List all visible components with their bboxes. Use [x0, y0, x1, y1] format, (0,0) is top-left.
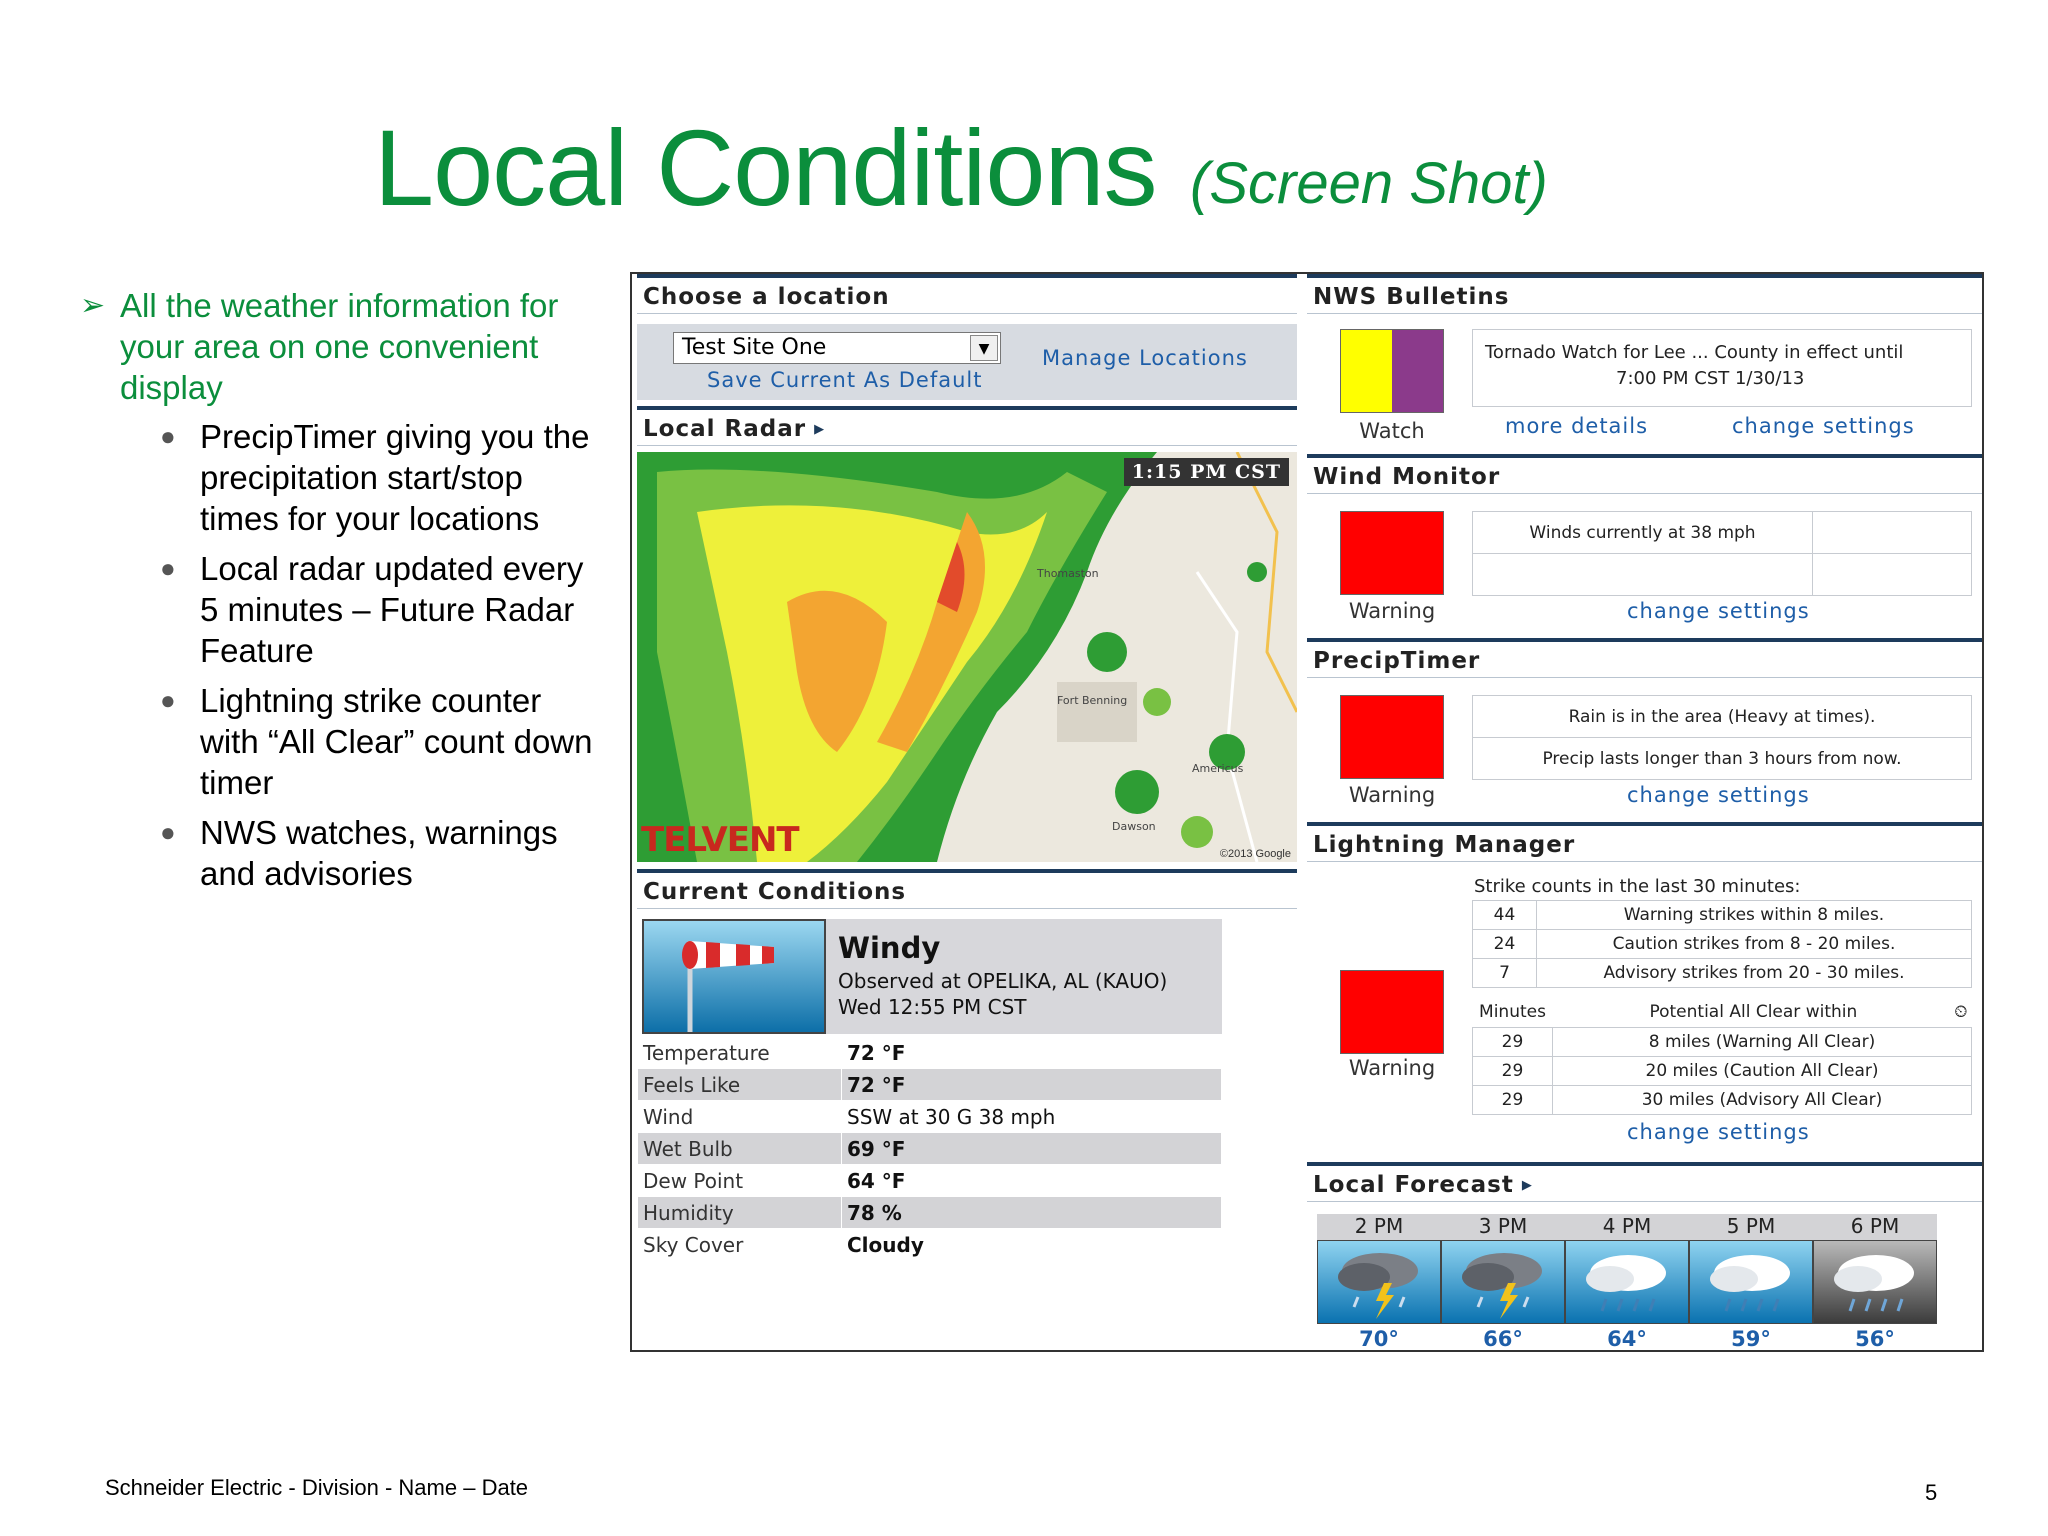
- table-row: [638, 1037, 1222, 1069]
- sub-bullet-text: Local radar updated every 5 minutes – Future Radar Feature: [200, 550, 584, 669]
- sub-bullet: [160, 416, 600, 539]
- strike-count: 7: [1473, 959, 1537, 988]
- triangle-right-icon: ▶: [1521, 1178, 1533, 1193]
- table-header-row: [1473, 998, 1972, 1027]
- strike-count: 44: [1473, 901, 1537, 930]
- table-row: [1473, 959, 1972, 988]
- precip-change-settings-link[interactable]: change settings: [1627, 783, 1810, 807]
- page-number: 5: [1925, 1480, 1938, 1505]
- table-row: [638, 1133, 1222, 1165]
- current-conditions-header: Current Conditions: [637, 869, 1297, 909]
- wind-change-settings-link[interactable]: change settings: [1627, 599, 1810, 623]
- rain-icon: [1565, 1240, 1689, 1324]
- row-value: 69 °F: [842, 1133, 1222, 1165]
- table-row: [638, 1165, 1222, 1197]
- watch-status-swatch: [1340, 329, 1444, 413]
- slide-title: Local Conditions: [374, 107, 1157, 228]
- precip-line-2: Precip lasts longer than 3 hours from now.: [1473, 738, 1972, 780]
- forecast-temp: 64°: [1607, 1327, 1647, 1351]
- slide-subtitle: (Screen Shot): [1190, 151, 1548, 216]
- main-bullet: [80, 285, 600, 408]
- local-radar-header[interactable]: [637, 406, 1297, 446]
- wind-status-label: Warning: [1348, 599, 1436, 623]
- wind-monitor-header: Wind Monitor: [1307, 454, 1984, 494]
- empty-cell: [1813, 554, 1972, 596]
- precip-line-1: Rain is in the area (Heavy at times).: [1473, 696, 1972, 738]
- preciptimer-header: PrecipTimer: [1307, 638, 1984, 678]
- sub-bullet: [160, 680, 600, 803]
- row-label: Feels Like: [638, 1069, 842, 1101]
- sub-bullet: [160, 548, 600, 671]
- rain-icon: [1689, 1240, 1813, 1324]
- local-forecast-title: Local Forecast: [1313, 1172, 1514, 1198]
- rain-night-icon: [1813, 1240, 1937, 1324]
- forecast-time: 6 PM: [1813, 1214, 1937, 1240]
- choose-location-header: Choose a location: [637, 274, 1297, 314]
- condition-title: Windy: [838, 931, 941, 965]
- weather-dashboard-screenshot: [630, 272, 1984, 1352]
- local-radar-title: Local Radar: [643, 416, 807, 442]
- forecast-temp: 56°: [1855, 1327, 1895, 1351]
- triangle-right-icon: ▶: [814, 422, 826, 437]
- sub-bullet-text: PrecipTimer giving you the precipitation start/stop times for your locations: [200, 418, 590, 537]
- sub-bullet: [160, 812, 600, 894]
- all-clear-minutes: 29: [1473, 1085, 1553, 1114]
- table-row: [1473, 1027, 1972, 1056]
- windsock-icon: [642, 919, 826, 1034]
- timer-icon: ⏲: [1954, 1002, 1968, 1023]
- bulletin-line-1: Tornado Watch for Lee ... County in effect until: [1485, 342, 1904, 363]
- row-label: Temperature: [638, 1037, 842, 1069]
- row-label: Sky Cover: [638, 1229, 842, 1261]
- forecast-temp: 70°: [1359, 1327, 1399, 1351]
- forecast-hour: [1565, 1214, 1689, 1351]
- strike-counts-table: [1472, 900, 1972, 988]
- nws-status-label: Watch: [1359, 419, 1425, 443]
- wind-table: [1472, 511, 1972, 596]
- table-row: [1473, 1056, 1972, 1085]
- wind-message: Winds currently at 38 mph: [1473, 512, 1813, 554]
- dot-bullet-icon: ●: [160, 553, 176, 583]
- forecast-hour: [1441, 1214, 1565, 1351]
- all-clear-table: [1472, 998, 1972, 1115]
- more-details-link[interactable]: more details: [1505, 414, 1649, 438]
- all-clear-minutes: 29: [1473, 1027, 1553, 1056]
- table-row: [638, 1197, 1222, 1229]
- radar-image: [637, 452, 1297, 862]
- location-picker: [637, 324, 1297, 400]
- telvent-logo: TELVENT: [641, 820, 799, 860]
- strike-desc: Caution strikes from 8 - 20 miles.: [1537, 930, 1972, 959]
- dot-bullet-icon: ●: [160, 421, 176, 451]
- table-row: [638, 1101, 1222, 1133]
- bulletin-line-2: 7:00 PM CST 1/30/13: [1616, 368, 1805, 389]
- radar-map[interactable]: [637, 452, 1297, 862]
- thunderstorm-icon: [1317, 1240, 1441, 1324]
- location-select-value: Test Site One: [682, 335, 827, 360]
- map-place-label: Americus: [1192, 762, 1244, 775]
- observed-location: Observed at OPELIKA, AL (KAUO): [838, 969, 1168, 993]
- wind-status-swatch: [1340, 511, 1444, 595]
- row-value: 72 °F: [842, 1069, 1222, 1101]
- lightning-change-settings-link[interactable]: change settings: [1627, 1120, 1810, 1144]
- forecast-time: 5 PM: [1689, 1214, 1813, 1240]
- local-forecast-header[interactable]: [1307, 1162, 1984, 1202]
- thunderstorm-icon: [1441, 1240, 1565, 1324]
- row-value: 78 %: [842, 1197, 1222, 1229]
- forecast-strip: [1317, 1214, 1937, 1351]
- table-row: [1473, 901, 1972, 930]
- lightning-manager-header: Lightning Manager: [1307, 822, 1984, 862]
- strike-counts-caption: Strike counts in the last 30 minutes:: [1474, 876, 1801, 897]
- right-column: [1307, 274, 1984, 1352]
- map-place-label: Dawson: [1112, 820, 1156, 833]
- forecast-hour: [1689, 1214, 1813, 1351]
- all-clear-desc: 30 miles (Advisory All Clear): [1553, 1085, 1972, 1114]
- row-label: Humidity: [638, 1197, 842, 1229]
- all-clear-desc: 20 miles (Caution All Clear): [1553, 1056, 1972, 1085]
- map-place-label: Fort Benning: [1057, 694, 1128, 707]
- all-clear-header: [1553, 998, 1972, 1027]
- row-value: Cloudy: [842, 1229, 1222, 1261]
- row-label: Dew Point: [638, 1165, 842, 1197]
- sub-bullet-text: NWS watches, warnings and advisories: [200, 814, 558, 892]
- manage-locations-link[interactable]: Manage Locations: [1042, 346, 1248, 370]
- forecast-hour: [1813, 1214, 1937, 1351]
- forecast-hour: [1317, 1214, 1441, 1351]
- table-row: [1473, 930, 1972, 959]
- map-copyright: ©2013 Google: [1219, 848, 1291, 860]
- lightning-status-label: Warning: [1348, 1056, 1436, 1080]
- precip-status-swatch: [1340, 695, 1444, 779]
- forecast-time: 2 PM: [1317, 1214, 1441, 1240]
- empty-cell: [1473, 554, 1813, 596]
- table-row: [1473, 1085, 1972, 1114]
- arrow-bullet-icon: ➢: [80, 289, 106, 322]
- row-value: SSW at 30 G 38 mph: [842, 1101, 1222, 1133]
- current-conditions-summary: [642, 919, 1222, 1034]
- forecast-temp: 59°: [1731, 1327, 1771, 1351]
- dropdown-arrow-icon[interactable]: ▼: [970, 335, 998, 361]
- row-value: 64 °F: [842, 1165, 1222, 1197]
- strike-desc: Advisory strikes from 20 - 30 miles.: [1537, 959, 1972, 988]
- main-bullet-text: All the weather information for your area on one convenient display: [120, 287, 559, 406]
- table-row: [638, 1069, 1222, 1101]
- strike-desc: Warning strikes within 8 miles.: [1537, 901, 1972, 930]
- save-default-link[interactable]: Save Current As Default: [707, 368, 983, 392]
- bulletin-box: [1472, 329, 1972, 407]
- strike-count: 24: [1473, 930, 1537, 959]
- observed-time: Wed 12:55 PM CST: [838, 995, 1027, 1019]
- location-select[interactable]: [673, 332, 1001, 364]
- row-label: Wet Bulb: [638, 1133, 842, 1165]
- forecast-time: 3 PM: [1441, 1214, 1565, 1240]
- row-value: 72 °F: [842, 1037, 1222, 1069]
- nws-bulletins-header: NWS Bulletins: [1307, 274, 1984, 314]
- forecast-temp: 66°: [1483, 1327, 1523, 1351]
- dot-bullet-icon: ●: [160, 685, 176, 715]
- radar-timestamp: 1:15 PM CST: [1124, 458, 1289, 486]
- footer-text: Schneider Electric - Division - Name – Date: [105, 1475, 529, 1500]
- row-label: Wind: [638, 1101, 842, 1133]
- precip-status-label: Warning: [1348, 783, 1436, 807]
- all-clear-desc: 8 miles (Warning All Clear): [1553, 1027, 1972, 1056]
- table-row: [638, 1229, 1222, 1261]
- lightning-status-swatch: [1340, 970, 1444, 1054]
- forecast-time: 4 PM: [1565, 1214, 1689, 1240]
- sub-bullet-text: Lightning strike counter with “All Clear” count down timer: [200, 682, 593, 801]
- nws-change-settings-link[interactable]: change settings: [1732, 414, 1915, 438]
- conditions-table: [637, 1036, 1222, 1261]
- bullet-list: [80, 285, 600, 903]
- dot-bullet-icon: ●: [160, 817, 176, 847]
- minutes-header: Minutes: [1479, 1002, 1546, 1023]
- empty-cell: [1813, 512, 1972, 554]
- map-place-label: Thomaston: [1037, 567, 1099, 580]
- precip-table: [1472, 695, 1972, 780]
- all-clear-minutes: 29: [1473, 1056, 1553, 1085]
- all-clear-header-label: Potential All Clear within: [1649, 1002, 1858, 1023]
